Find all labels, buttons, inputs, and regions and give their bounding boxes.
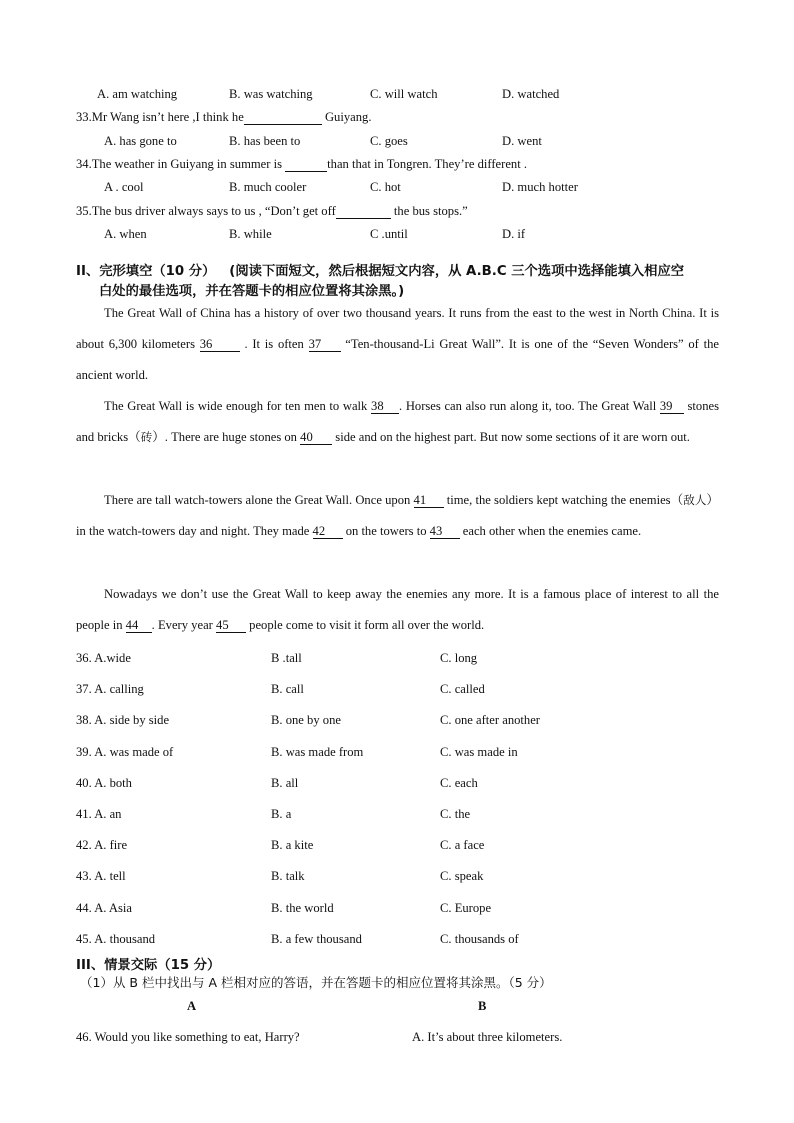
cloze-option-38-c: C. one after another	[440, 713, 541, 727]
q34-option-d: D. much hotter	[502, 180, 578, 194]
q35-blank	[336, 204, 391, 219]
cloze-paragraph-3: There are tall watch-towers alone the Great Wall. Once upon 41 time, the soldiers kept watching the enemies（敌人） in the watch-towers day and night. They made 42 on the towers to 43 each other when the enemies came.	[76, 493, 719, 538]
q35-stem: 35.The bus driver always says to us , “Don’t get off the bus stops.”	[76, 204, 468, 218]
q34-option-b: B. much cooler	[229, 180, 307, 194]
cloze-option-37-b: B. call	[271, 682, 304, 696]
q33-option-b: B. has been to	[229, 134, 301, 148]
section3-sub1: （1）从 B 栏中找出与 A 栏相对应的答语，并在答题卡的相应位置将其涂黑。（5 分）	[80, 975, 552, 990]
q33-stem: 33.Mr Wang isn’t here ,I think he Guiyang.	[76, 110, 372, 124]
cloze-option-40-b: B. all	[271, 776, 299, 790]
q32-option-c: C. will watch	[370, 87, 438, 101]
cloze-option-44-b: B. the world	[271, 901, 334, 915]
section2-instruction-1: (阅读下面短文，然后根据短文内容，从 A.B.C 三个选项中选择能填入相应空	[229, 264, 685, 279]
cloze-option-42-a: 42. A. fire	[76, 838, 128, 852]
q35-option-d: D. if	[502, 227, 526, 241]
blank-38: 38	[371, 399, 399, 414]
cloze-option-44-c: C. Europe	[440, 901, 492, 915]
column-a-header: A	[187, 999, 197, 1013]
section2-title: II、完形填空（10 分）	[76, 264, 216, 279]
cloze-option-42-b: B. a kite	[271, 838, 314, 852]
q33-blank	[244, 110, 322, 125]
cloze-option-44-a: 44. A. Asia	[76, 901, 132, 915]
cloze-paragraph-2: The Great Wall is wide enough for ten men to walk 38 . Horses can also run along it, too. The Great Wall 39 stones and bricks（砖）. There are huge stones on 40 side and on the highest part. But now some sections of it are worn out.	[76, 399, 720, 444]
section3-title: III、情景交际（15 分）	[76, 958, 221, 973]
cloze-option-36-c: C. long	[440, 651, 478, 665]
cloze-option-38-a: 38. A. side by side	[76, 713, 170, 727]
cloze-option-45-a: 45. A. thousand	[76, 932, 156, 946]
cloze-option-36-b: B .tall	[271, 651, 302, 665]
cloze-paragraph-4: Nowadays we don’t use the Great Wall to keep away the enemies any more. It is a famous place of interest to all the people in 44 . Every year 45 people come to visit it form all over the world.	[76, 587, 719, 632]
blank-40: 40	[300, 430, 332, 445]
blank-45: 45	[216, 618, 246, 633]
cloze-option-41-b: B. a	[271, 807, 292, 821]
blank-36: 36	[200, 337, 240, 352]
cloze-option-45-b: B. a few thousand	[271, 932, 362, 946]
q46-question: 46. Would you like something to eat, Harry?	[76, 1030, 300, 1044]
cloze-option-38-b: B. one by one	[271, 713, 341, 727]
blank-41: 41	[414, 493, 444, 508]
cloze-option-39-b: B. was made from	[271, 745, 364, 759]
q34-blank	[285, 157, 327, 172]
cloze-option-45-c: C. thousands of	[440, 932, 519, 946]
q32-option-d: D. watched	[502, 87, 560, 101]
cloze-option-39-a: 39. A. was made of	[76, 745, 174, 759]
section2-instruction-2: 白处的最佳选项，并在答题卡的相应位置将其涂黑。)	[99, 284, 405, 299]
q34-option-c: C. hot	[370, 180, 401, 194]
cloze-option-37-a: 37. A. calling	[76, 682, 144, 696]
cloze-option-43-a: 43. A. tell	[76, 869, 126, 883]
blank-43: 43	[430, 524, 460, 539]
cloze-option-37-c: C. called	[440, 682, 485, 696]
blank-42: 42	[313, 524, 343, 539]
cloze-option-43-b: B. talk	[271, 869, 305, 883]
cloze-option-36-a: 36. A.wide	[76, 651, 131, 665]
q34-option-a: A . cool	[104, 180, 144, 194]
answer-a: A. It’s about three kilometers.	[412, 1030, 563, 1044]
q34-stem: 34.The weather in Guiyang in summer is than that in Tongren. They’re different .	[76, 157, 528, 171]
section2-heading	[76, 263, 684, 280]
blank-44: 44	[126, 618, 152, 633]
cloze-option-41-c: C. the	[440, 807, 471, 821]
cloze-option-40-a: 40. A. both	[76, 776, 132, 790]
cloze-option-40-c: C. each	[440, 776, 478, 790]
q35-option-b: B. while	[229, 227, 272, 241]
q33-option-c: C. goes	[370, 134, 408, 148]
cloze-paragraph-1: The Great Wall of China has a history of over two thousand years. It runs from the east to the west in North China. It is about 6,300 kilometers 36 . It is often 37 “Ten-thousand-Li Great Wall”. It is one of the “Seven Wonders” of the ancient world.	[76, 306, 719, 382]
q35-option-c: C .until	[370, 227, 408, 241]
q32-option-b: B. was watching	[229, 87, 313, 101]
q32-option-a: A. am watching	[97, 87, 178, 101]
blank-39: 39	[660, 399, 684, 414]
cloze-option-41-a: 41. A. an	[76, 807, 122, 821]
cloze-option-42-c: C. a face	[440, 838, 485, 852]
q35-option-a: A. when	[104, 227, 147, 241]
blank-37: 37	[309, 337, 341, 352]
q33-option-d: D. went	[502, 134, 542, 148]
column-b-header: B	[478, 999, 487, 1013]
cloze-option-43-c: C. speak	[440, 869, 484, 883]
q33-option-a: A. has gone to	[104, 134, 177, 148]
cloze-option-39-c: C. was made in	[440, 745, 518, 759]
